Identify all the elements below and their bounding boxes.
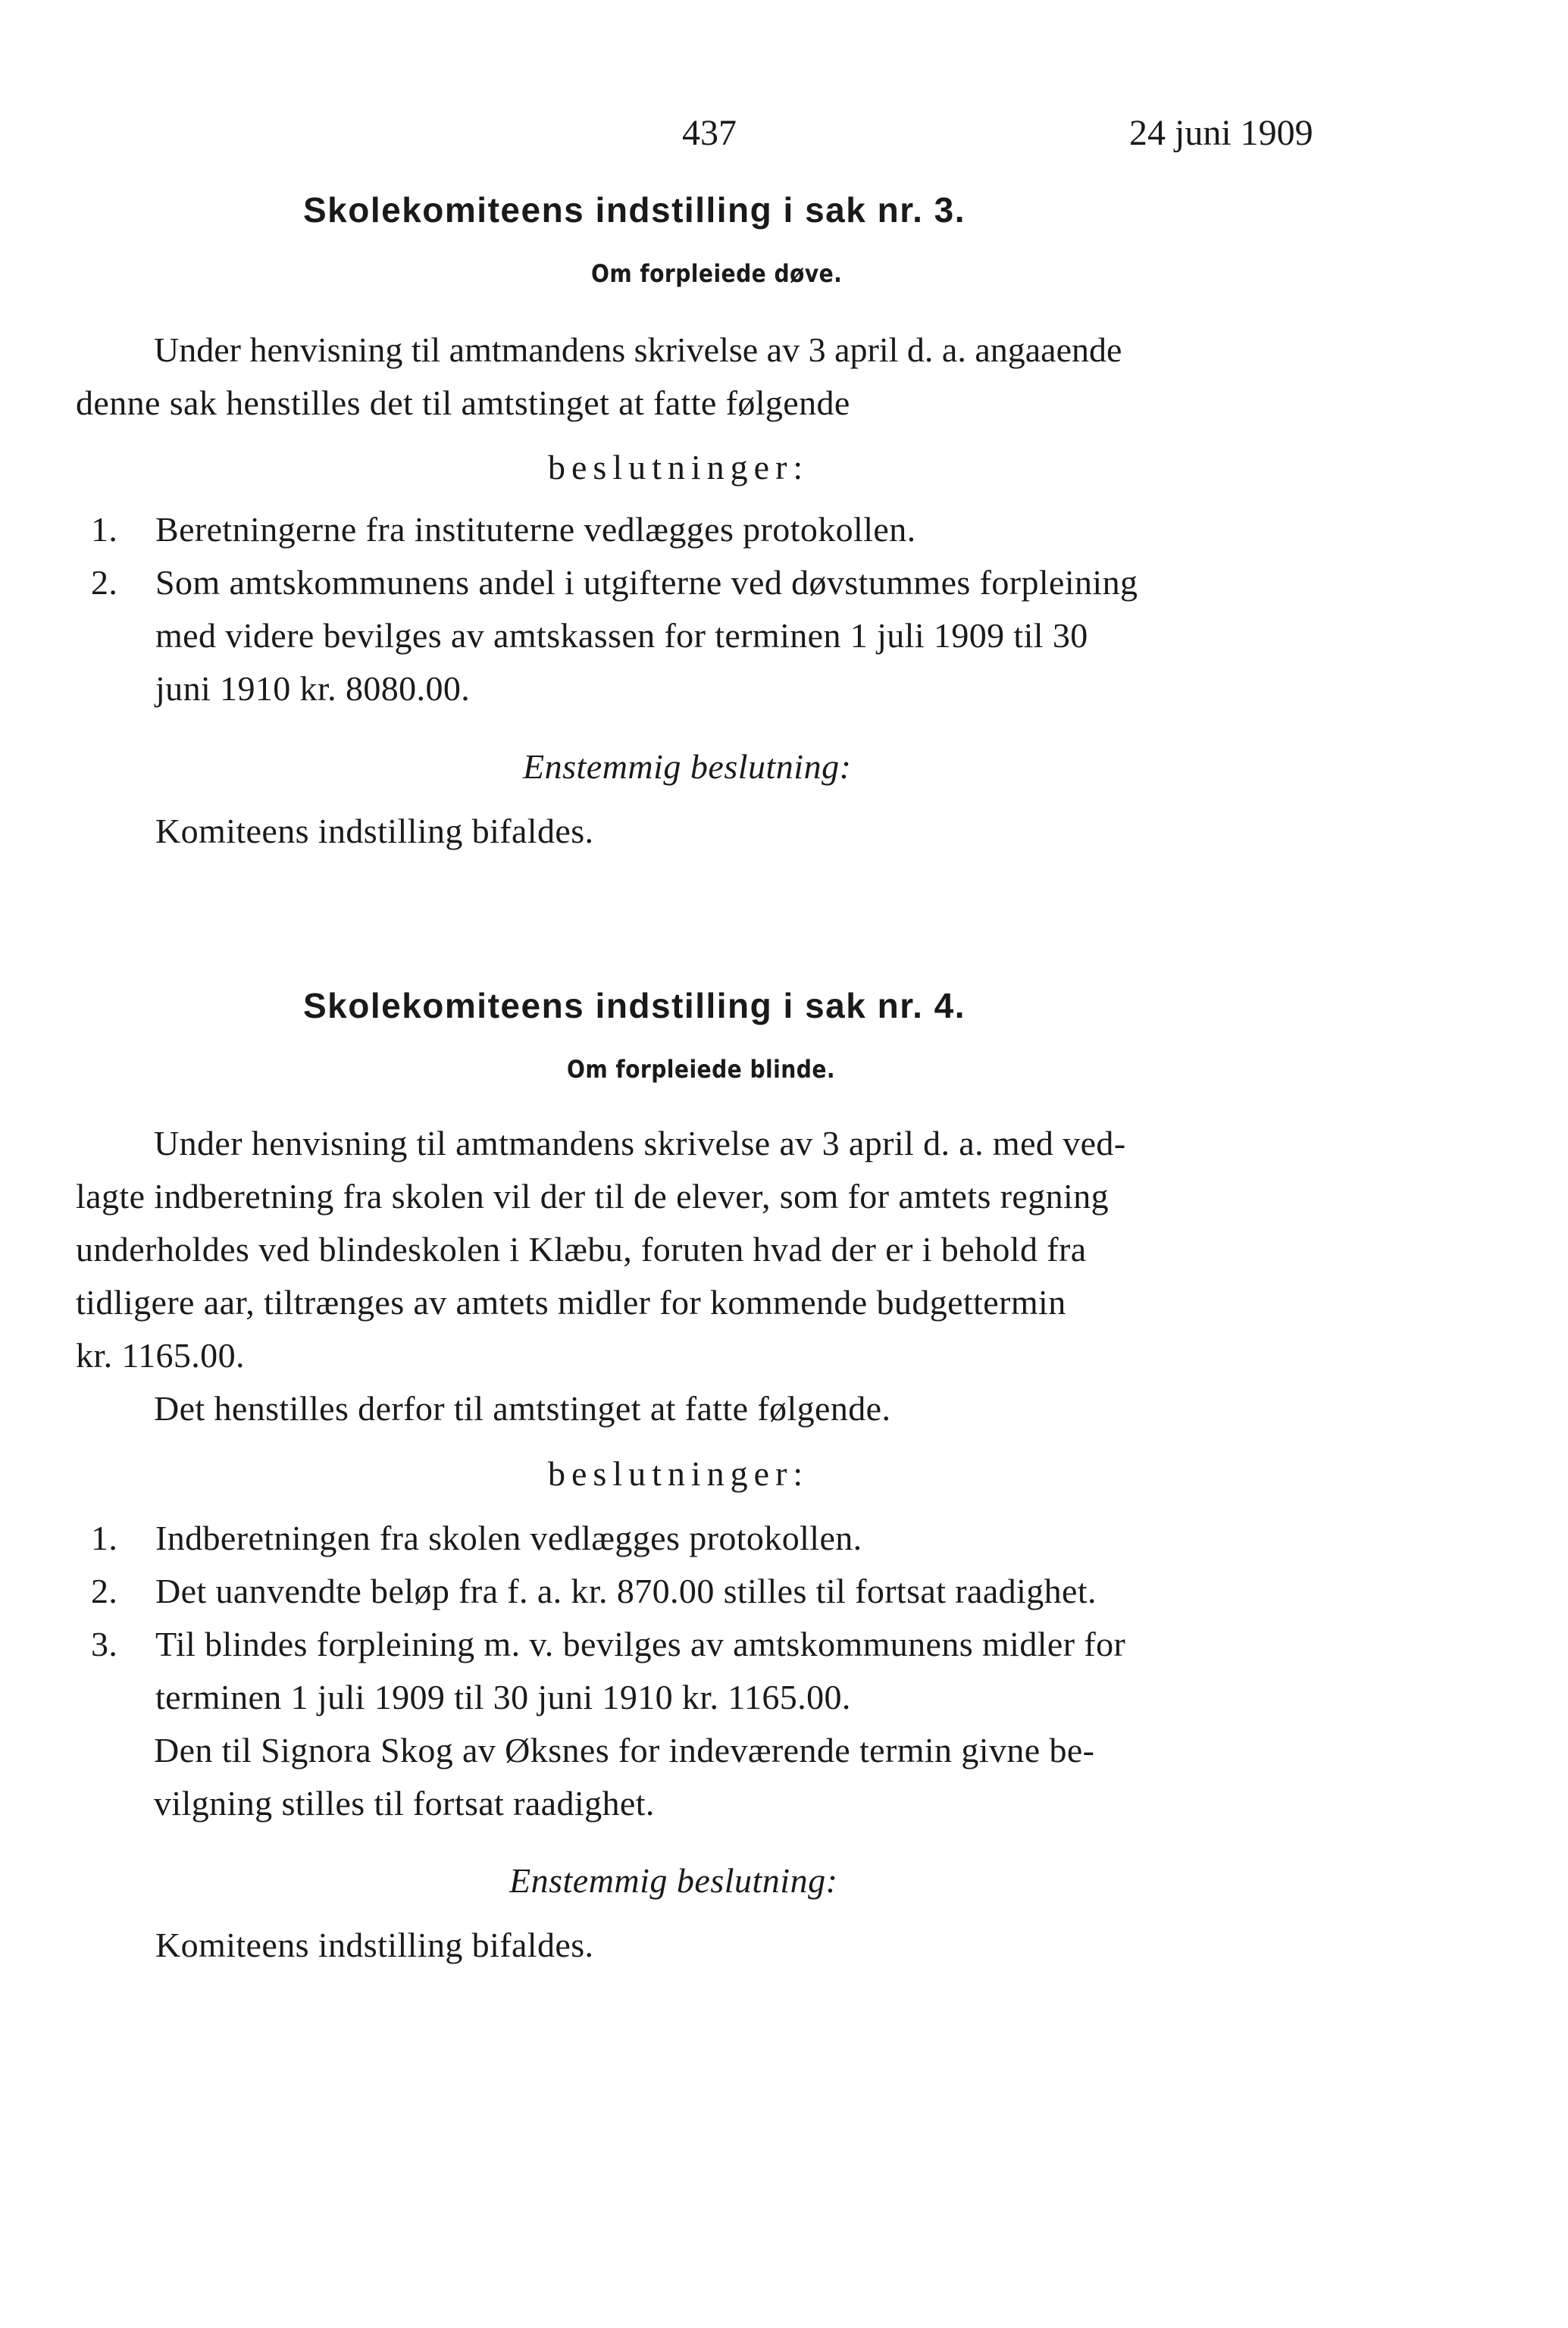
section3-item-2-line-3: juni 1910 kr. 8080.00.: [155, 669, 471, 708]
section3-subheading: Om forpleiede døve.: [591, 259, 843, 288]
section4-item-1-text: Indberetningen fra skolen vedlægges protokollen.: [155, 1519, 862, 1557]
section3-resolution: Komiteens indstilling bifaldes.: [155, 812, 594, 850]
section3-item-1-text: Beretningerne fra instituterne vedlægges protokollen.: [155, 510, 916, 549]
section3-item-1-number: 1.: [91, 510, 118, 549]
section4-intro-line-5: kr. 1165.00.: [76, 1336, 245, 1375]
section4-resolution-label: Enstemmig beslutning:: [509, 1861, 838, 1900]
page-number: 437: [682, 113, 737, 153]
section4-intro-line-4: tidligere aar, tiltrænges av amtets midler for kommende budgettermin: [76, 1283, 1066, 1322]
section4-heading: Skolekomiteens indstilling i sak nr. 4.: [303, 986, 966, 1025]
section4-item-2-text: Det uanvendte beløp fra f. a. kr. 870.00 stilles til fortsat raadighet.: [155, 1572, 1097, 1610]
section4-intro-2: Det henstilles derfor til amtstinget at fatte følgende.: [154, 1389, 891, 1428]
section4-item-2-number: 2.: [91, 1572, 118, 1610]
section4-intro-line-3: underholdes ved blindeskolen i Klæbu, foruten hvad der er i behold fra: [76, 1230, 1087, 1269]
section4-item-3-line-1: Til blindes forpleining m. v. bevilges av amtskommunens midler for: [155, 1625, 1126, 1663]
section3-item-2-line-1: Som amtskommunens andel i utgifterne ved døvstummes forpleining: [155, 563, 1138, 602]
section3-decisions-label: beslutninger:: [548, 448, 809, 487]
section4-extra-line-1: Den til Signora Skog av Øksnes for indeværende termin givne be-: [154, 1731, 1095, 1769]
section4-intro-line-2: lagte indberetning fra skolen vil der til de elever, som for amtets regning: [76, 1177, 1109, 1216]
section3-intro-line-1: [154, 330, 1353, 370]
section4-item-3-line-2: terminen 1 juli 1909 til 30 juni 1910 kr. 1165.00.: [155, 1678, 851, 1716]
section3-resolution-label: Enstemmig beslutning:: [523, 747, 852, 786]
section4-subheading: Om forpleiede blinde.: [567, 1055, 835, 1084]
page-date: 24 juni 1909: [1129, 113, 1313, 153]
section4-item-3-number: 3.: [91, 1625, 118, 1663]
section4-intro-line-1: Under henvisning til amtmandens skrivelse av 3 april d. a. med ved-: [154, 1124, 1126, 1162]
section4-item-1-number: 1.: [91, 1519, 118, 1557]
section3-heading: Skolekomiteens indstilling i sak nr. 3.: [303, 190, 966, 230]
section4-resolution: Komiteens indstilling bifaldes.: [155, 1926, 594, 1964]
section4-decisions-label: beslutninger:: [548, 1454, 809, 1493]
section3-item-2-number: 2.: [91, 563, 118, 602]
text-line: Under henvisning til amtmandens skrivelse av 3 april d. a. angaaende: [154, 330, 1122, 369]
section4-extra-line-2: vilgning stilles til fortsat raadighet.: [154, 1784, 655, 1823]
section3-intro-line-2: denne sak henstilles det til amtstinget at fatte følgende: [76, 383, 850, 422]
section3-item-2-line-2: med videre bevilges av amtskassen for terminen 1 juli 1909 til 30: [155, 616, 1088, 655]
